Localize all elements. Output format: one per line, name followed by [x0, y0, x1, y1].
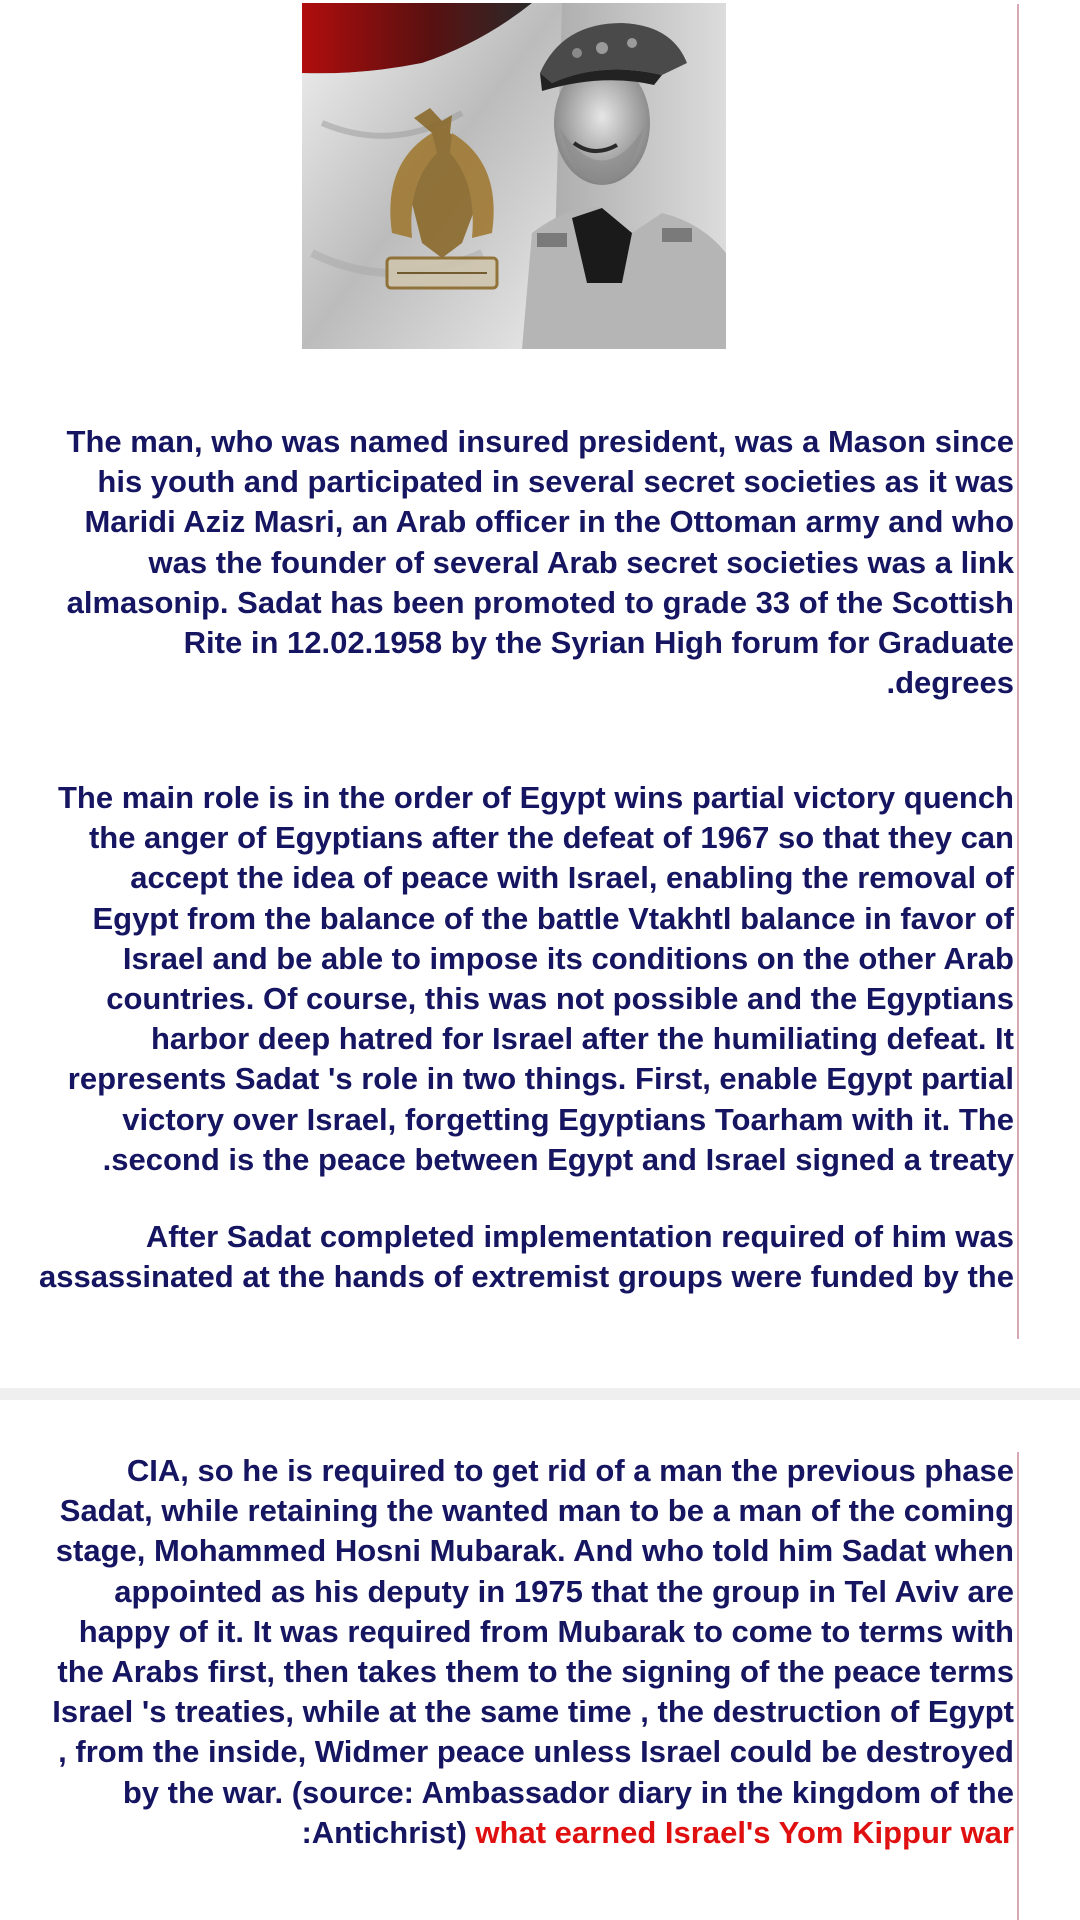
text-line: represents Sadat 's role in two things. First, enable Egypt partial: [67, 1061, 1014, 1097]
text-line: Israel and be able to impose its conditions on the other Arab: [122, 940, 1014, 976]
text-line: victory over Israel, forgetting Egyptians Toarham with it. The: [122, 1101, 1014, 1137]
source-suffix: :Antichrist): [301, 1814, 467, 1850]
right-border-rule-bottom: [1017, 1452, 1019, 1920]
text-line: .second is the peace between Egypt and Israel signed a treaty: [102, 1141, 1014, 1177]
text-line: After Sadat completed implementation required of him was: [145, 1219, 1014, 1254]
text-line: the Arabs first, then takes them to the signing of the peace terms: [57, 1654, 1014, 1690]
text-line: Israel 's treaties, while at the same time , the destruction of Egypt: [52, 1694, 1014, 1730]
text-line-last: [14, 1813, 1014, 1853]
text-line: stage, Mohammed Hosni Mubarak. And who told him Sadat when: [55, 1533, 1014, 1569]
paragraph-assassination: [14, 1217, 1014, 1299]
text-line: almasonip. Sadat has been promoted to grade 33 of the Scottish: [66, 584, 1014, 620]
text-line: accept the idea of peace with Israel, enabling the removal of: [130, 860, 1014, 896]
text-line: was the founder of several Arab secret societies was a link: [148, 544, 1014, 580]
text-line: .degrees: [886, 665, 1014, 701]
text-line: countries. Of course, this was not possible and the Egyptians: [106, 981, 1014, 1017]
text-line: The main role is in the order of Egypt wins partial victory quench: [57, 780, 1014, 815]
text-line: his youth and participated in several secret societies as it was: [97, 464, 1014, 500]
text-line: Maridi Aziz Masri, an Arab officer in the Ottoman army and who: [84, 504, 1014, 540]
text-line: Sadat, while retaining the wanted man to be a man of the coming: [59, 1493, 1014, 1529]
text-line: CIA, so he is required to get rid of a man the previous phase: [126, 1453, 1014, 1488]
paragraph-mason: [14, 422, 1014, 703]
text-line: Rite in 12.02.1958 by the Syrian High forum for Graduate: [183, 625, 1014, 661]
text-line: , from the inside, Widmer peace unless Israel could be destroyed: [58, 1734, 1014, 1770]
yom-kippur-link[interactable]: what earned Israel's Yom Kippur war: [475, 1814, 1014, 1850]
text-line: Egypt from the balance of the battle Vtakhtl balance in favor of: [92, 900, 1014, 936]
text-line: The man, who was named insured president, was a Mason since: [66, 424, 1014, 459]
photo-illustration: [302, 3, 726, 349]
text-line: by the war. (source: Ambassador diary in the kingdom of the: [122, 1774, 1014, 1810]
text-line: happy of it. It was required from Mubarak to come to terms with: [78, 1613, 1014, 1649]
right-border-rule-top: [1017, 4, 1019, 1339]
page-break-band: [0, 1388, 1080, 1400]
paragraph-main-role: [14, 778, 1014, 1180]
text-line: harbor deep hatred for Israel after the humiliating defeat. It: [151, 1021, 1014, 1057]
paragraph-mubarak: [14, 1451, 1014, 1861]
sadat-flag-photo: [302, 3, 726, 349]
text-line: appointed as his deputy in 1975 that the group in Tel Aviv are: [114, 1573, 1014, 1609]
text-line: the anger of Egyptians after the defeat of 1967 so that they can: [88, 820, 1014, 856]
text-line: assassinated at the hands of extremist groups were funded by the: [38, 1259, 1014, 1295]
